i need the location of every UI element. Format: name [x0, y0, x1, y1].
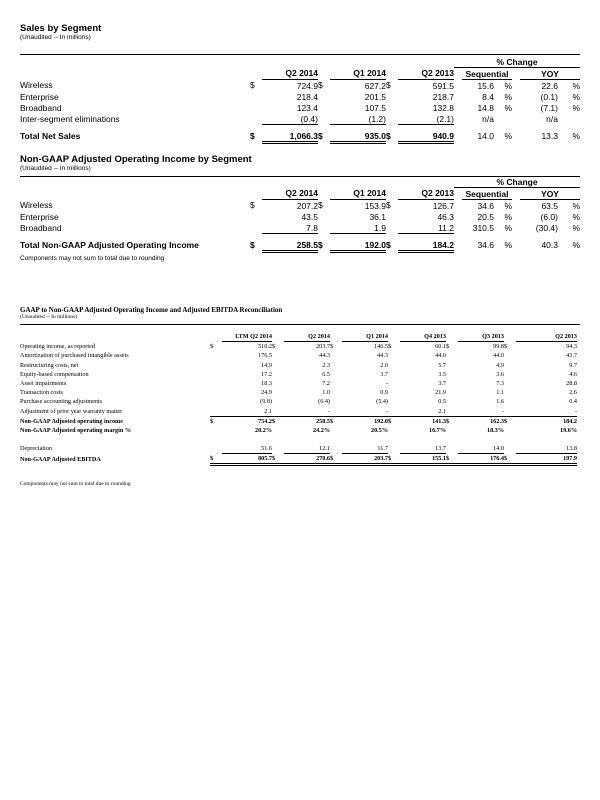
sales-title: Sales by Segment: [20, 23, 102, 34]
nongaap-cell-q1-2014: 153.9: [364, 200, 386, 211]
nongaap-cell-q1-2014: 36.1: [369, 211, 386, 222]
recon-cell: 2.0: [380, 361, 388, 369]
recon-header-q1-2014: Q1 2014: [342, 332, 388, 342]
recon-depreciation-row: Depreciation 51.6 12.1 11.7 13.7 14.0 13.8: [20, 445, 577, 453]
nongaap-total-seq: 34.6: [477, 240, 494, 251]
recon-cell: 44.0: [435, 352, 446, 360]
recon-cell: 44.3: [319, 352, 330, 360]
recon-header-ltm: LTM Q2 2014: [222, 332, 272, 342]
nongaap-cell-q2-2014: 43.5: [301, 211, 318, 222]
nongaap-header-yoy: YOY: [520, 188, 580, 200]
recon-rule: [20, 324, 580, 325]
recon-cell: 2.3: [322, 361, 330, 369]
nongaap-row-label: Enterprise: [20, 211, 59, 222]
recon-cell: 0.9: [380, 389, 388, 397]
nongaap-header-row: [20, 188, 580, 200]
sales-cell-q2-2014: 123.4: [296, 102, 318, 113]
recon-cell: 99.8: [493, 343, 504, 351]
nongaap-total-q1-2014: 192.0: [330, 239, 386, 252]
recon-cell: 0.4: [569, 398, 577, 406]
recon-row-label: Adjustment of prior year warranty matter: [20, 407, 123, 415]
recon-cell: -: [385, 407, 388, 415]
recon-cell: -: [385, 380, 388, 388]
recon-cell: 21.9: [435, 389, 446, 397]
recon-cell: 4.9: [496, 361, 504, 369]
sales-cell-q1-2014: 627.2: [364, 80, 386, 91]
sales-cell-yoy: (0.1): [540, 91, 558, 102]
nongaap-subtitle: (Unaudited -- In millions): [20, 165, 91, 172]
recon-cell: 6.5: [322, 370, 330, 378]
nongaap-cell-q2-2013: 11.2: [398, 222, 454, 234]
nongaap-cell-yoy: (6.0): [540, 211, 558, 222]
recon-cell: 4.6: [569, 370, 577, 378]
nongaap-total-q2-2013: 184.2: [398, 239, 454, 252]
recon-cell: 24.9: [261, 389, 272, 397]
recon-cell: 94.3: [566, 343, 577, 351]
sales-row-label: Broadband: [20, 102, 62, 113]
recon-cell: 203.7: [316, 343, 330, 351]
sales-total-q2-2013: 940.9: [398, 130, 454, 143]
recon-cell: 146.5: [374, 343, 388, 351]
sales-header-q2-2013: Q2 2013: [398, 68, 454, 80]
nongaap-rows: [20, 200, 580, 234]
nongaap-total-label: Total Non-GAAP Adjusted Operating Income: [20, 240, 199, 251]
sales-cell-q2-2014: (0.4): [262, 113, 318, 125]
recon-row-label: Asset impairments: [20, 380, 67, 388]
recon-row-label: Transaction costs: [20, 389, 63, 397]
sales-pct-change: % Change: [454, 56, 580, 68]
nongaap-cell-yoy: 63.5: [541, 200, 558, 211]
nongaap-table: [20, 176, 580, 253]
recon-cell: 1.0: [322, 389, 330, 397]
recon-header-q2-2013: Q2 2013: [516, 332, 577, 342]
sales-total-yoy: 13.3: [541, 131, 558, 142]
sales-row-label: Wireless: [20, 80, 53, 91]
nongaap-row: Broadband 7.8 1.9 11.2 310.5 % (30.4) %: [20, 222, 581, 233]
recon-cell: 3.5: [438, 370, 446, 378]
sales-cell-seq: 15.6: [477, 80, 494, 91]
sales-row: Enterprise 218.4 201.5 218.7 8.4 % (0.1) %: [20, 91, 581, 102]
sales-total-label: Total Net Sales: [20, 131, 81, 142]
sales-cell-seq: 14.8: [477, 102, 494, 113]
recon-cell: 510.2: [258, 343, 272, 351]
recon-cell: -: [574, 407, 577, 415]
nongaap-pct-row: [20, 176, 580, 188]
sales-cell-seq: n/a: [482, 113, 494, 124]
recon-cell: (5.4): [376, 398, 388, 406]
recon-cell: 3.7: [380, 370, 388, 378]
recon-row: [20, 351, 577, 360]
recon-row: Operating income, as reported $ 510.2 $ 203.7 $ 146.5 $ 60.1 $ 99.8 $ 94.3: [20, 343, 577, 351]
recon-cell: 3.6: [496, 370, 504, 378]
sales-rule: [20, 54, 580, 55]
sales-cell-q2-2013: (2.1): [398, 113, 454, 125]
recon-cell: 1.6: [496, 398, 504, 406]
sales-cell-q1-2014: (1.2): [330, 113, 386, 125]
recon-cell: 14.9: [261, 361, 272, 369]
nongaap-note: Components may not sum to total due to rounding: [20, 255, 165, 262]
sales-header-q1-2014: Q1 2014: [330, 68, 386, 80]
recon-cell: 5.7: [438, 361, 446, 369]
recon-cell: -: [327, 407, 330, 415]
nongaap-section: [20, 154, 580, 172]
recon-adj-income-label: Non-GAAP Adjusted operating income: [20, 417, 123, 425]
sales-cell-q1-2014: 201.5: [364, 91, 386, 102]
nongaap-row: Wireless $ 207.2 $ 153.9 $ 126.7 34.6 % 63.5 %: [20, 200, 581, 211]
nongaap-cell-q2-2014: 7.8: [262, 222, 318, 234]
recon-cell: 0.5: [438, 398, 446, 406]
sales-cell-q2-2013: 591.5: [432, 80, 454, 91]
nongaap-cell-q2-2014: 207.2: [296, 200, 318, 211]
nongaap-total-q2-2014: 258.5: [262, 239, 318, 252]
recon-cell: 3.7: [438, 380, 446, 388]
recon-row: [20, 370, 577, 379]
nongaap-total-yoy: 40.3: [541, 240, 558, 251]
sales-row: Wireless $ 724.9 $ 627.2 $ 591.5 15.6 % 22.6 %: [20, 80, 581, 91]
recon-cell: -: [501, 407, 504, 415]
nongaap-cell-seq: 34.6: [477, 200, 494, 211]
recon-cell: 44.3: [377, 352, 388, 360]
sales-header-yoy: YOY: [520, 68, 580, 80]
recon-depreciation-label: Depreciation: [20, 445, 52, 453]
recon-cell: 7.3: [496, 380, 504, 388]
recon-cell: 176.5: [258, 352, 272, 360]
recon-cell: 28.8: [566, 380, 577, 388]
recon-row-label: Amortization of purchased intangible assets: [20, 352, 129, 360]
sales-cell-yoy: 22.6: [541, 80, 558, 91]
sales-section: [20, 23, 580, 41]
nongaap-header-sequential: Sequential: [462, 188, 512, 200]
recon-row-label: Operating income, as reported: [20, 343, 95, 351]
nongaap-header-q2-2014: Q2 2014: [262, 188, 318, 200]
recon-cell: (9.8): [260, 398, 272, 406]
nongaap-pct-change: % Change: [454, 176, 580, 188]
sales-header-row: [20, 68, 580, 80]
recon-row: [20, 361, 577, 370]
recon-row: [20, 407, 577, 417]
nongaap-cell-q1-2014: 1.9: [330, 222, 386, 234]
sales-rows: [20, 80, 580, 125]
nongaap-cell-seq: 20.5: [477, 211, 494, 222]
nongaap-header-q2-2013: Q2 2013: [398, 188, 454, 200]
sales-row: Broadband 123.4 107.5 132.8 14.8 % (7.1) %: [20, 102, 581, 113]
sales-total-seq: 14.0: [477, 131, 494, 142]
recon-row-label: Purchase accounting adjustments: [20, 398, 103, 406]
recon-cell: (6.4): [318, 398, 330, 406]
recon-section: [20, 306, 580, 320]
recon-cell: 2.1: [264, 407, 272, 415]
sales-cell-q2-2014: 218.4: [296, 91, 318, 102]
nongaap-title: Non-GAAP Adjusted Operating Income by Segment: [20, 154, 252, 165]
sales-cell-q2-2013: 218.7: [432, 91, 454, 102]
sales-table: [20, 56, 580, 144]
recon-title: GAAP to Non-GAAP Adjusted Operating Income and Adjusted EBITDA Reconciliation: [20, 306, 283, 314]
sales-row-label: Enterprise: [20, 91, 59, 102]
sales-total-row: Total Net Sales $ 1,066.3 $ 935.0 $ 940.9 14.0 % 13.3 %: [20, 130, 581, 142]
sales-subtitle: (Unaudited -- In millions): [20, 34, 91, 41]
recon-row-label: Equity-based compensation: [20, 370, 89, 378]
sales-cell-q2-2013: 132.8: [432, 102, 454, 113]
recon-header-q2-2014: Q2 2014: [284, 332, 330, 342]
recon-ebitda-label: Non-GAAP Adjusted EBITDA: [20, 455, 101, 463]
sales-cell-q1-2014: 107.5: [364, 102, 386, 113]
sales-cell-seq: 8.4: [482, 91, 494, 102]
recon-cell: 9.7: [569, 361, 577, 369]
nongaap-cell-q2-2013: 46.3: [437, 211, 454, 222]
recon-header-q3-2013: Q3 2013: [458, 332, 504, 342]
recon-cell: 2.1: [438, 407, 446, 415]
sales-total-q1-2014: 935.0: [330, 130, 386, 143]
sales-total-q2-2014: 1,066.3: [262, 130, 318, 143]
nongaap-cell-seq: 310.5: [472, 222, 494, 233]
recon-row: [20, 397, 577, 406]
recon-cell: 43.7: [566, 352, 577, 360]
nongaap-row-label: Broadband: [20, 222, 62, 233]
recon-cell: 17.2: [261, 370, 272, 378]
recon-cell: 60.1: [435, 343, 446, 351]
nongaap-cell-yoy: (30.4): [535, 222, 558, 233]
recon-row-label: Restructuring costs, net: [20, 361, 79, 369]
sales-row: [20, 113, 580, 125]
nongaap-total-row: Total Non-GAAP Adjusted Operating Income $ 258.5 $ 192.0 $ 184.2 34.6 % 40.3 %: [20, 239, 581, 251]
nongaap-cell-q2-2013: 126.7: [432, 200, 454, 211]
recon-cell: 7.2: [322, 380, 330, 388]
recon-header-q4-2013: Q4 2013: [400, 332, 446, 342]
sales-cell-q2-2014: 724.9: [296, 80, 318, 91]
recon-cell: 1.1: [496, 389, 504, 397]
recon-adj-margin-label: Non-GAAP Adjusted operating margin %: [20, 426, 132, 434]
recon-cell: 18.3: [261, 380, 272, 388]
recon-subtitle: (Unaudited -- In millions): [20, 314, 77, 320]
recon-note: Components may not sum to total due to rounding: [20, 481, 131, 487]
nongaap-row: Enterprise 43.5 36.1 46.3 20.5 % (6.0) %: [20, 211, 581, 222]
recon-row: [20, 388, 577, 397]
sales-cell-yoy: n/a: [546, 113, 558, 124]
recon-rows: [20, 342, 577, 417]
sales-pct-row: [20, 56, 580, 68]
recon-row: [20, 379, 577, 388]
nongaap-row-label: Wireless: [20, 200, 53, 211]
recon-table: [20, 332, 577, 466]
sales-row-label: Inter-segment eliminations: [20, 113, 120, 124]
recon-adj-margin-row: Non-GAAP Adjusted operating margin % 20.2% 24.2% 20.5% 16.7% 18.3% 19.6%: [20, 426, 577, 434]
nongaap-header-q1-2014: Q1 2014: [330, 188, 386, 200]
recon-ebitda-row: Non-GAAP Adjusted EBITDA $ 805.7 $ 270.6 $ 203.7 $ 155.1 $ 176.4 $ 197.9: [20, 454, 577, 465]
sales-header-q2-2014: Q2 2014: [262, 68, 318, 80]
sales-cell-yoy: (7.1): [540, 102, 558, 113]
sales-header-sequential: Sequential: [462, 68, 512, 80]
recon-cell: 2.6: [569, 389, 577, 397]
recon-header-row: [20, 332, 577, 342]
recon-cell: 44.0: [493, 352, 504, 360]
recon-adj-income-row: Non-GAAP Adjusted operating income $ 754.2 $ 258.5 $ 192.0 $ 141.3 $ 162.3 $ 184.2: [20, 417, 577, 425]
